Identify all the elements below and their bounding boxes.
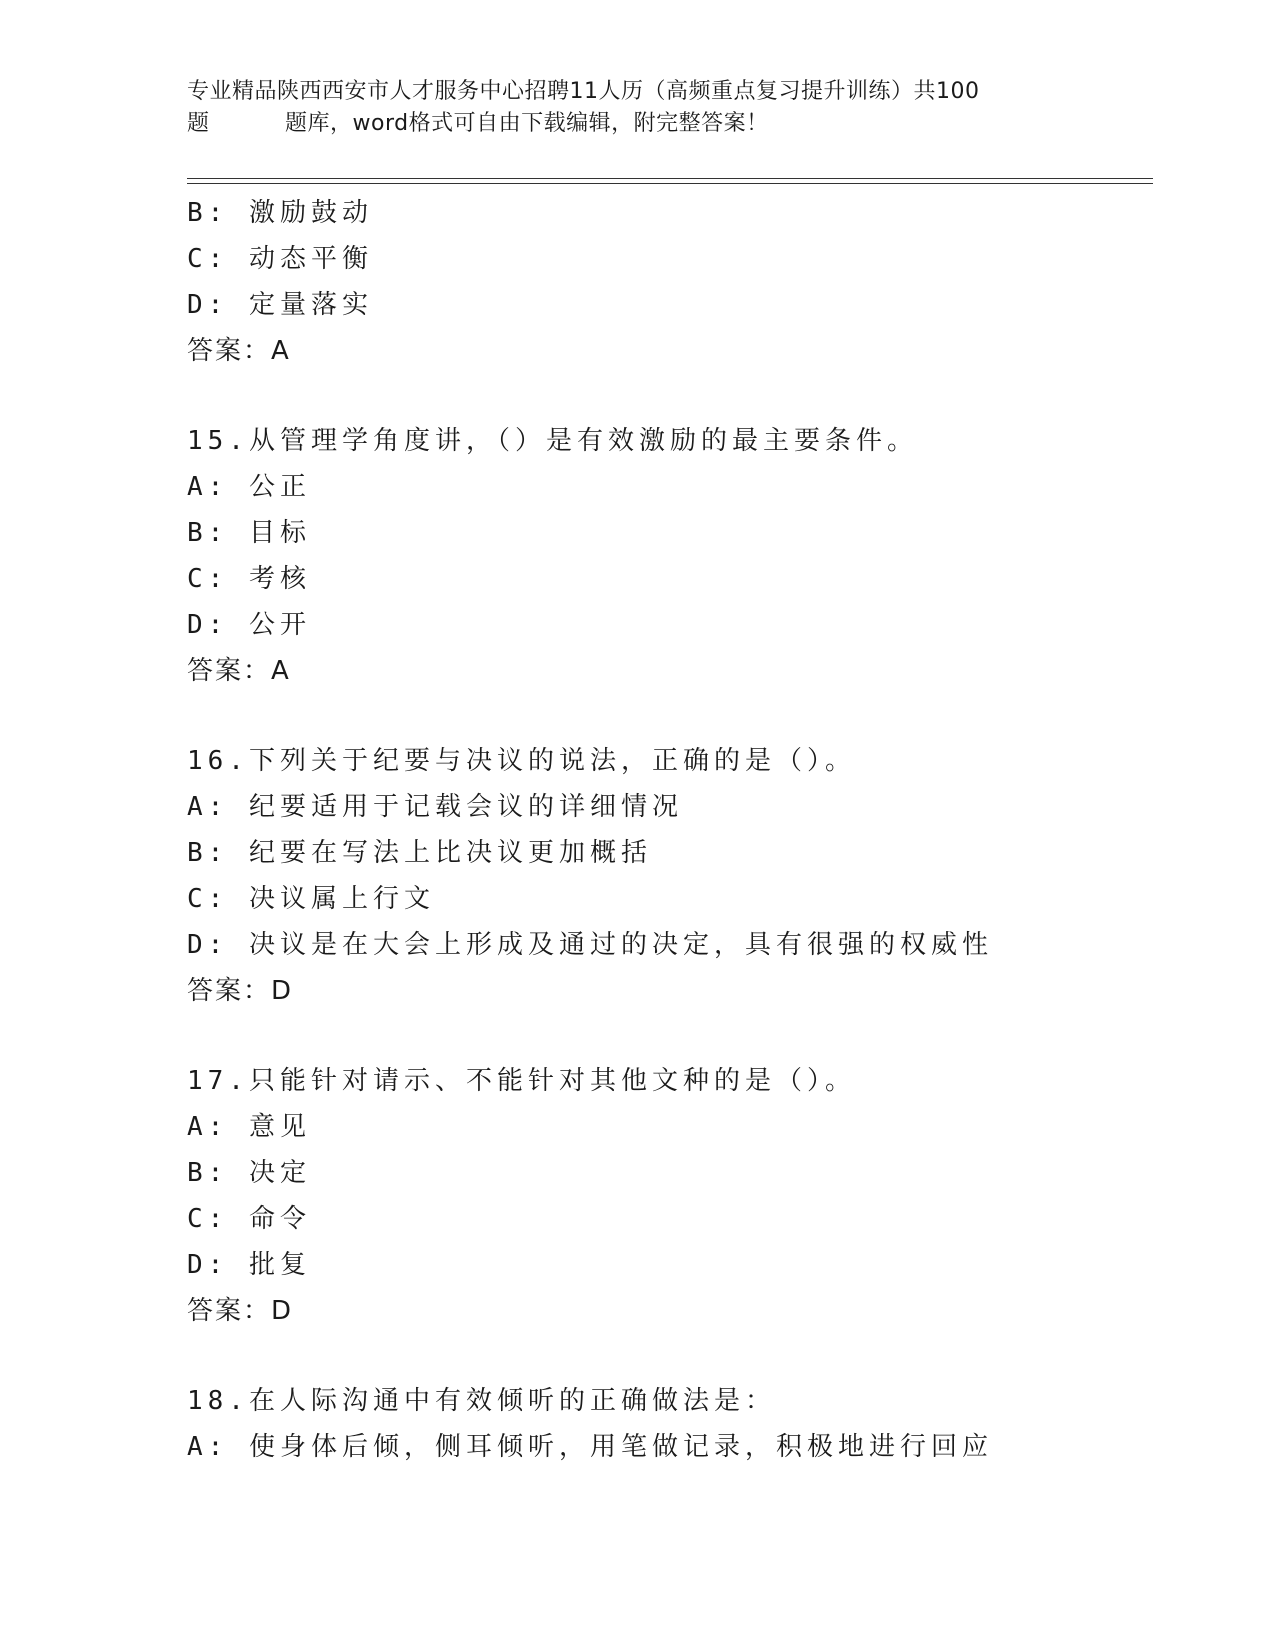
option-b: B: 激励鼓动 <box>187 198 373 228</box>
header-divider-bottom <box>187 183 1153 184</box>
question-list <box>187 190 1187 1470</box>
header-divider-top <box>187 178 1153 179</box>
question-stem: 16.下列关于纪要与决议的说法，正确的是（）。 <box>187 746 856 776</box>
question-16 <box>187 738 1187 1014</box>
option-b: B: 目标 <box>187 518 311 548</box>
question-stem: 17.只能针对请示、不能针对其他文种的是（）。 <box>187 1066 856 1096</box>
option-a: A: 纪要适用于记载会议的详细情况 <box>187 792 683 822</box>
answer-line: 答案：D <box>187 1296 294 1326</box>
option-c: C: 命令 <box>187 1204 311 1234</box>
option-a: A: 公正 <box>187 472 311 502</box>
page-header <box>187 76 1077 140</box>
option-d: D: 公开 <box>187 610 311 640</box>
answer-line: 答案：D <box>187 976 294 1006</box>
question-fragment <box>187 190 1187 374</box>
option-c: C: 决议属上行文 <box>187 884 435 914</box>
option-a: A: 意见 <box>187 1112 311 1142</box>
question-17 <box>187 1058 1187 1334</box>
header-title-line-2-lead: 题 <box>187 111 210 136</box>
question-15 <box>187 418 1187 694</box>
option-d: D: 决议是在大会上形成及通过的决定，具有很强的权威性 <box>187 930 993 960</box>
option-d: D: 批复 <box>187 1250 311 1280</box>
spacer <box>187 694 1187 738</box>
option-c: C: 动态平衡 <box>187 244 373 274</box>
spacer <box>187 1334 1187 1378</box>
question-18 <box>187 1378 1187 1470</box>
option-a: A: 使身体后倾，侧耳倾听，用笔做记录，积极地进行回应 <box>187 1432 993 1462</box>
question-stem: 15.从管理学角度讲，（）是有效激励的最主要条件。 <box>187 426 918 456</box>
spacer <box>187 374 1187 418</box>
header-title-line-1: 专业精品陕西西安市人才服务中心招聘11人历（高频重点复习提升训练）共100 <box>187 79 980 104</box>
option-d: D: 定量落实 <box>187 290 373 320</box>
answer-line: 答案：A <box>187 656 291 686</box>
option-b: B: 纪要在写法上比决议更加概括 <box>187 838 652 868</box>
option-b: B: 决定 <box>187 1158 311 1188</box>
question-stem: 18.在人际沟通中有效倾听的正确做法是： <box>187 1386 776 1416</box>
spacer <box>187 1014 1187 1058</box>
header-title-line-2 <box>187 108 1077 140</box>
answer-line: 答案：A <box>187 336 291 366</box>
option-c: C: 考核 <box>187 564 311 594</box>
header-title-line-2-rest: 题库，word格式可自由下载编辑，附完整答案！ <box>285 111 769 136</box>
